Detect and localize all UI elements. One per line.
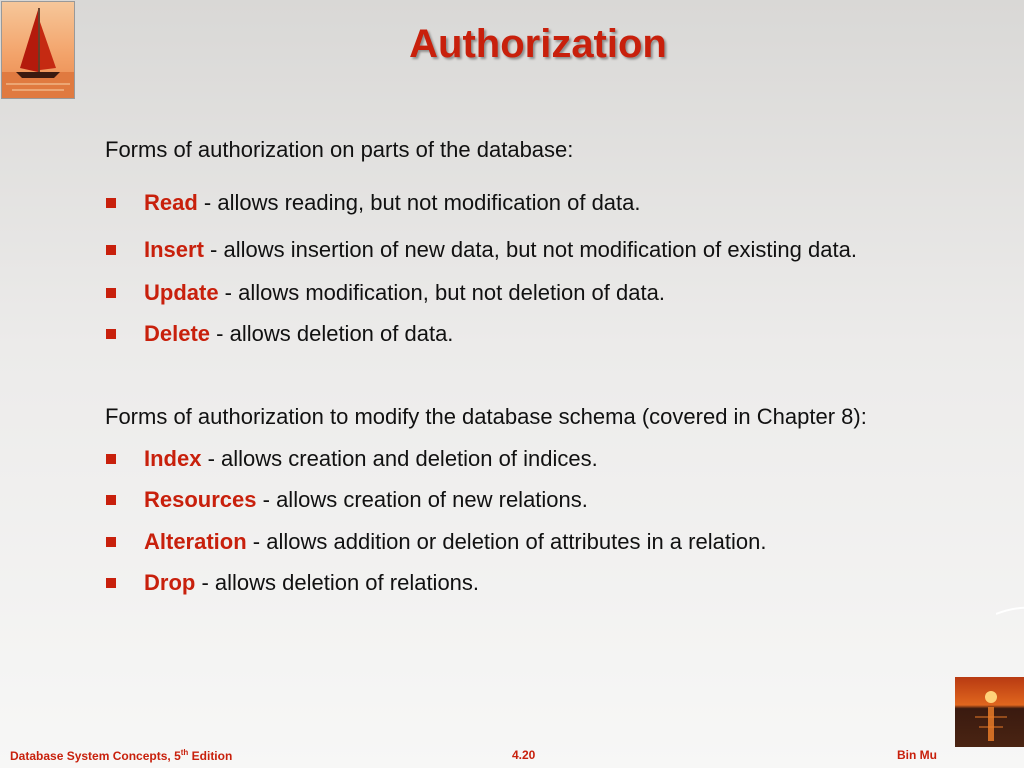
term-description: - allows addition or deletion of attributes in a relation. xyxy=(246,529,767,554)
slide-title: Authorization xyxy=(409,22,667,66)
term-description: - allows creation and deletion of indices. xyxy=(201,446,598,471)
bullet-square-icon xyxy=(106,329,116,339)
bullet-square-icon xyxy=(106,245,116,255)
intro-parts: Forms of authorization on parts of the database: xyxy=(105,137,574,162)
term-label: Delete xyxy=(144,321,211,346)
footer-author: Bin Mu xyxy=(897,748,937,762)
bullet-square-icon xyxy=(106,198,116,208)
sunset-logo xyxy=(955,677,1024,747)
bullet-square-icon xyxy=(106,454,116,464)
bullet-square-icon xyxy=(106,578,116,588)
term-description: - allows creation of new relations. xyxy=(256,487,588,512)
bullet-square-icon xyxy=(106,288,116,298)
bullet-square-icon xyxy=(106,537,116,547)
intro-schema: Forms of authorization to modify the database schema (covered in Chapter 8): xyxy=(105,404,867,429)
term-label: Alteration xyxy=(144,529,247,554)
term-description: - allows deletion of relations. xyxy=(195,570,480,595)
term-label: Read xyxy=(144,190,198,215)
term-label: Update xyxy=(144,280,219,305)
decorative-swoosh xyxy=(996,606,1024,616)
bullet-square-icon xyxy=(106,495,116,505)
term-description: - allows insertion of new data, but not modification of existing data. xyxy=(203,237,857,262)
term-label: Index xyxy=(144,446,202,471)
footer-page-number: 4.20 xyxy=(512,748,536,762)
term-description: - allows modification, but not deletion of data. xyxy=(218,280,665,305)
term-description: - allows deletion of data. xyxy=(210,321,454,346)
footer-book-title: Database System Concepts, 5th Edition xyxy=(10,748,233,763)
term-label: Resources xyxy=(144,487,257,512)
term-label: Insert xyxy=(144,237,204,262)
term-description: - allows reading, but not modification of data. xyxy=(197,190,641,215)
term-label: Drop xyxy=(144,570,196,595)
